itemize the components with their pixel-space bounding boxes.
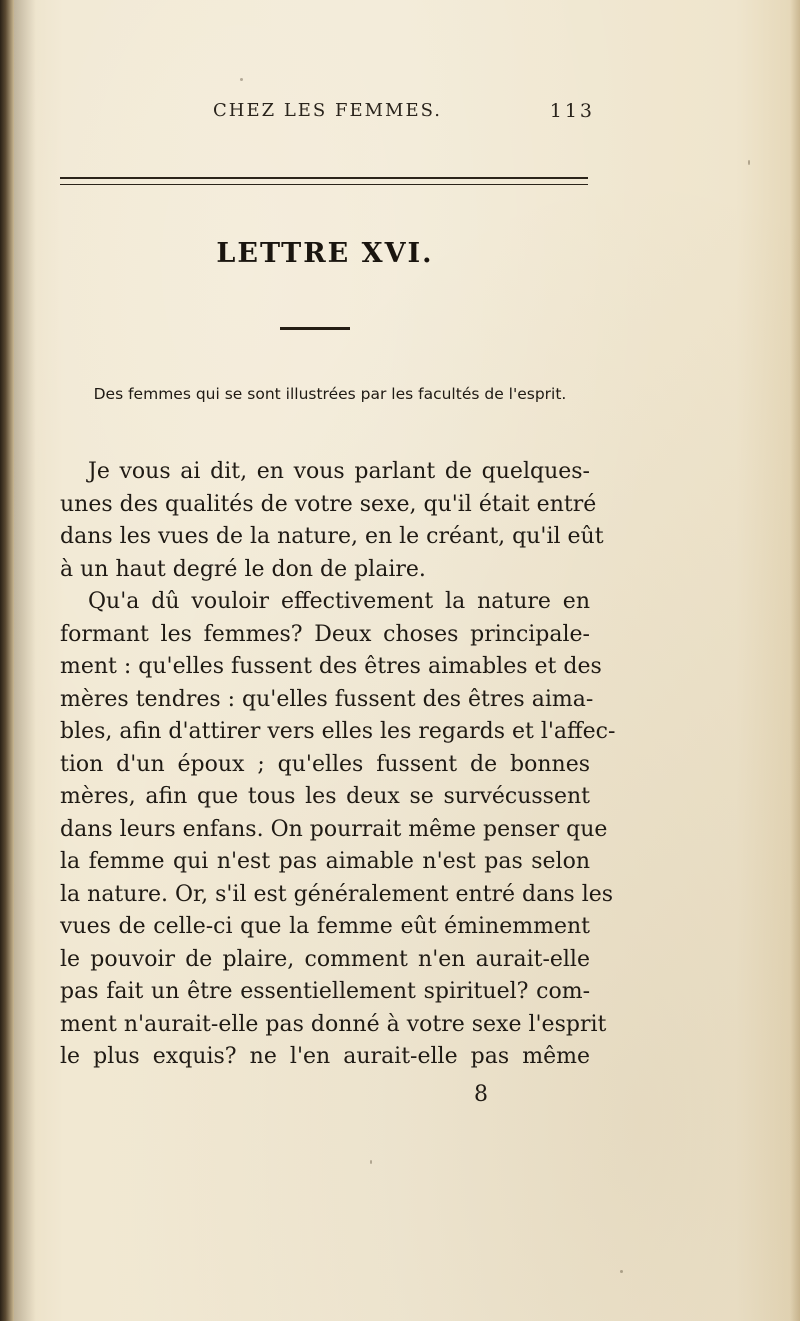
text-line: la femme qui n'est pas aimable n'est pas selon [60,849,590,874]
text-line: Je vous ai dit, en vous parlant de quelques- [88,459,590,484]
signature-mark: 8 [474,1082,488,1107]
spine-shadow [14,0,36,1321]
text-line: vues de celle-ci que la femme eût éminemment [60,914,590,939]
paper-speck [370,1160,372,1164]
letter-title: LETTRE XVI. [216,238,434,269]
text-line: le pouvoir de plaire, comment n'en aurait-elle [60,946,590,972]
text-line: le plus exquis? ne l'en aurait-elle pas même [60,1044,590,1069]
paper-speck [240,78,243,81]
text-line: dans les vues de la nature, en le créant, qu'il eût [60,524,604,549]
title-rule [280,327,350,330]
paper-speck [748,160,750,165]
running-head-title: CHEZ LES FEMMES. [212,100,443,121]
body-text [60,456,616,1074]
text-line: ment : qu'elles fussent des êtres aimables et des [60,654,602,679]
paper-speck [620,1270,623,1273]
running-head [60,100,595,130]
text-line: Qu'a dû vouloir effectivement la nature en [88,589,590,614]
text-line: à un haut degré le don de plaire. [60,556,426,582]
text-line: dans leurs enfans. On pourrait même penser que [60,816,608,842]
header-rule [60,177,588,185]
page-number: 113 [549,100,595,122]
text-line: la nature. Or, s'il est généralement entré dans les [60,881,614,907]
letter-subtitle: Des femmes qui se sont illustrées par les facultés de l'esprit. [93,385,567,403]
page-edge [790,0,800,1321]
text-line: pas fait un être essentiellement spirituel? com- [60,979,590,1004]
text-line: ment n'aurait-elle pas donné à votre sexe l'esprit [60,1011,607,1037]
book-spine [0,0,14,1321]
text-line: tion d'un époux ; qu'elles fussent de bonnes [60,751,590,777]
text-line: formant les femmes? Deux choses principale- [60,621,590,647]
text-line: unes des qualités de votre sexe, qu'il était entré [60,491,597,517]
text-line: mères tendres : qu'elles fussent des êtres aima- [60,686,594,712]
text-line: mères, afin que tous les deux se survécussent [60,784,590,809]
text-line: bles, afin d'attirer vers elles les regards et l'affec- [60,719,616,744]
